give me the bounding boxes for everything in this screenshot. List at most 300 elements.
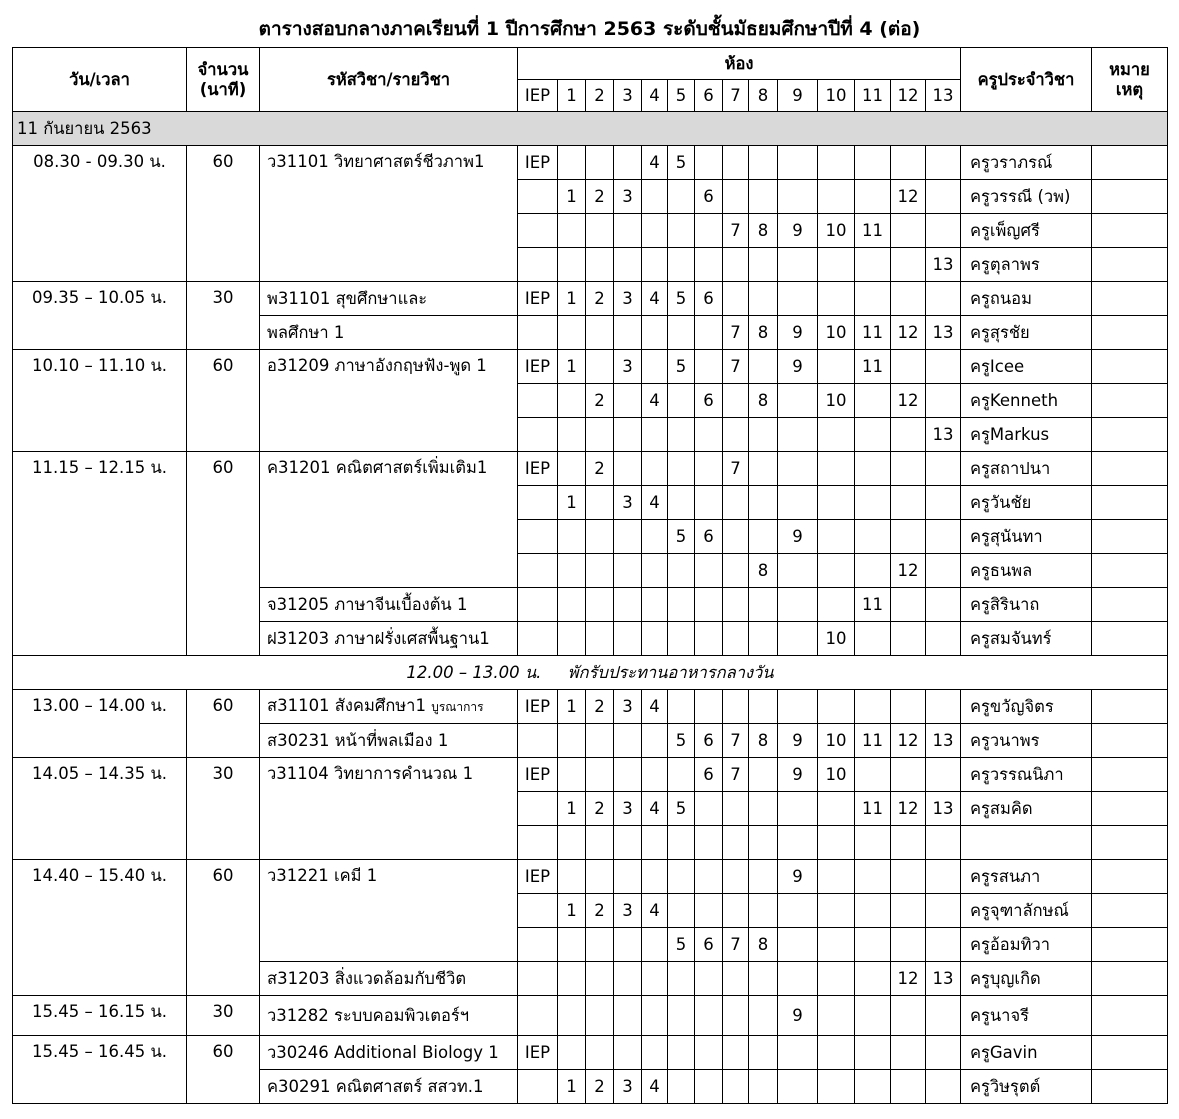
room-cell-11: 11	[855, 316, 891, 350]
room-cell-12	[891, 452, 926, 486]
room-cell-10: 10	[818, 622, 855, 656]
schedule-row	[13, 282, 1168, 316]
header-remark-line2: เหตุ	[1115, 79, 1144, 99]
room-cell-1: 1	[558, 282, 586, 316]
room-cell-7: 7	[723, 758, 749, 792]
room-cell-7	[723, 520, 749, 554]
time-slot: 14.05 – 14.35 น.	[13, 758, 187, 860]
room-cell-1: 1	[558, 180, 586, 214]
remark-cell	[1092, 588, 1168, 622]
room-cell-3: 3	[614, 486, 642, 520]
room-cell-12: 12	[891, 792, 926, 826]
room-cell-5: 5	[668, 928, 695, 962]
teacher-name: ครูถนอม	[961, 282, 1092, 316]
remark-cell	[1092, 690, 1168, 724]
room-cell-8	[749, 1070, 778, 1104]
subject-name: ส30231 หน้าที่พลเมือง 1	[267, 730, 449, 750]
room-cell-9	[778, 452, 818, 486]
room-cell-8	[749, 248, 778, 282]
header-remark	[1092, 48, 1168, 112]
room-cell-3	[614, 962, 642, 996]
room-cell-1	[558, 316, 586, 350]
room-cell-6	[695, 588, 723, 622]
room-cell-2	[586, 214, 614, 248]
room-cell-5	[668, 248, 695, 282]
room-cell-9	[778, 622, 818, 656]
room-cell-11	[855, 690, 891, 724]
room-cell-3	[614, 1036, 642, 1070]
teacher-name: ครูGavin	[961, 1036, 1092, 1070]
room-cell-8	[749, 826, 778, 860]
room-cell-12	[891, 146, 926, 180]
room-cell-7	[723, 418, 749, 452]
subject-name: จ31205 ภาษาจีนเบื้องต้น 1	[267, 594, 468, 614]
schedule-row	[13, 996, 1168, 1036]
room-cell-iep	[518, 384, 558, 418]
header-duration	[187, 48, 260, 112]
teacher-name: ครูจุฑาลักษณ์	[961, 894, 1092, 928]
room-cell-2	[586, 724, 614, 758]
room-cell-6: 6	[695, 282, 723, 316]
room-header-7: 7	[723, 80, 749, 112]
room-header-5: 5	[668, 80, 695, 112]
room-cell-1: 1	[558, 894, 586, 928]
duration-minutes: 60	[187, 690, 260, 758]
room-cell-1	[558, 996, 586, 1036]
room-cell-8	[749, 418, 778, 452]
room-cell-3: 3	[614, 792, 642, 826]
room-cell-5: 5	[668, 146, 695, 180]
room-cell-10	[818, 860, 855, 894]
room-cell-2: 2	[586, 792, 614, 826]
room-cell-7: 7	[723, 452, 749, 486]
room-cell-10	[818, 452, 855, 486]
room-cell-12: 12	[891, 384, 926, 418]
room-cell-8: 8	[749, 384, 778, 418]
room-header-11: 11	[855, 80, 891, 112]
room-cell-10: 10	[818, 758, 855, 792]
room-cell-3	[614, 452, 642, 486]
room-cell-iep	[518, 520, 558, 554]
subject-cell	[260, 962, 518, 996]
room-cell-5	[668, 452, 695, 486]
room-cell-iep: IEP	[518, 860, 558, 894]
room-cell-1	[558, 758, 586, 792]
room-cell-iep	[518, 316, 558, 350]
room-cell-2	[586, 554, 614, 588]
room-cell-12	[891, 894, 926, 928]
room-cell-3	[614, 860, 642, 894]
subject-cell	[260, 350, 518, 452]
room-cell-1	[558, 622, 586, 656]
room-cell-2	[586, 826, 614, 860]
room-cell-5	[668, 1070, 695, 1104]
room-cell-12	[891, 248, 926, 282]
room-cell-9: 9	[778, 350, 818, 384]
room-cell-4	[642, 860, 668, 894]
room-header-13: 13	[926, 80, 961, 112]
time-slot: 08.30 - 09.30 น.	[13, 146, 187, 282]
room-cell-6	[695, 622, 723, 656]
room-cell-6	[695, 1070, 723, 1104]
room-cell-11	[855, 248, 891, 282]
room-cell-6: 6	[695, 928, 723, 962]
room-cell-3	[614, 146, 642, 180]
room-cell-8	[749, 452, 778, 486]
room-cell-4	[642, 180, 668, 214]
remark-cell	[1092, 894, 1168, 928]
room-cell-12	[891, 520, 926, 554]
room-cell-4	[642, 214, 668, 248]
room-cell-11	[855, 486, 891, 520]
room-cell-4	[642, 554, 668, 588]
time-slot: 13.00 – 14.00 น.	[13, 690, 187, 758]
room-cell-2	[586, 860, 614, 894]
room-cell-4	[642, 928, 668, 962]
room-cell-5: 5	[668, 520, 695, 554]
room-cell-12	[891, 214, 926, 248]
remark-cell	[1092, 826, 1168, 860]
room-cell-9	[778, 826, 818, 860]
room-cell-13	[926, 1070, 961, 1104]
room-cell-3: 3	[614, 180, 642, 214]
room-cell-2: 2	[586, 690, 614, 724]
room-cell-13	[926, 214, 961, 248]
subject-name: ค30291 คณิตศาสตร์ สสวท.1	[267, 1076, 484, 1096]
room-cell-7: 7	[723, 724, 749, 758]
room-cell-6	[695, 248, 723, 282]
room-cell-7: 7	[723, 928, 749, 962]
time-slot: 09.35 – 10.05 น.	[13, 282, 187, 350]
room-cell-10	[818, 520, 855, 554]
room-cell-12	[891, 622, 926, 656]
subject-name: พ31101 สุขศึกษาและ	[267, 288, 428, 308]
room-cell-1	[558, 962, 586, 996]
schedule-row	[13, 690, 1168, 724]
room-cell-1	[558, 724, 586, 758]
room-cell-10: 10	[818, 316, 855, 350]
room-cell-6: 6	[695, 758, 723, 792]
room-cell-6	[695, 418, 723, 452]
room-cell-9: 9	[778, 860, 818, 894]
room-cell-1: 1	[558, 792, 586, 826]
room-cell-2	[586, 316, 614, 350]
room-cell-6	[695, 690, 723, 724]
room-cell-iep: IEP	[518, 146, 558, 180]
remark-cell	[1092, 962, 1168, 996]
room-cell-iep	[518, 826, 558, 860]
room-cell-8	[749, 520, 778, 554]
subject-name: ว31101 วิทยาศาสตร์ชีวภาพ1	[267, 152, 485, 171]
room-cell-8	[749, 588, 778, 622]
room-cell-13	[926, 282, 961, 316]
room-cell-3	[614, 928, 642, 962]
room-cell-5	[668, 316, 695, 350]
room-cell-13	[926, 520, 961, 554]
teacher-name: ครูวันชัย	[961, 486, 1092, 520]
room-header-9: 9	[778, 80, 818, 112]
room-cell-4	[642, 316, 668, 350]
remark-cell	[1092, 214, 1168, 248]
room-cell-11: 11	[855, 214, 891, 248]
room-cell-4: 4	[642, 1070, 668, 1104]
room-cell-11: 11	[855, 588, 891, 622]
room-cell-2: 2	[586, 894, 614, 928]
room-header-8: 8	[749, 80, 778, 112]
room-cell-iep	[518, 554, 558, 588]
room-cell-12	[891, 996, 926, 1036]
room-cell-iep	[518, 1070, 558, 1104]
lunch-break-label: 12.00 – 13.00 น. พักรับประทานอาหารกลางวัน	[13, 656, 1168, 690]
room-cell-4	[642, 418, 668, 452]
room-cell-12: 12	[891, 962, 926, 996]
room-cell-6	[695, 1036, 723, 1070]
room-cell-1	[558, 418, 586, 452]
room-cell-iep: IEP	[518, 350, 558, 384]
room-cell-iep	[518, 894, 558, 928]
remark-cell	[1092, 520, 1168, 554]
room-cell-3: 3	[614, 690, 642, 724]
room-cell-11	[855, 282, 891, 316]
subject-cell	[260, 724, 518, 758]
remark-cell	[1092, 554, 1168, 588]
room-cell-9	[778, 588, 818, 622]
room-cell-6	[695, 452, 723, 486]
room-cell-5	[668, 180, 695, 214]
room-cell-13: 13	[926, 792, 961, 826]
room-cell-9	[778, 248, 818, 282]
room-cell-10	[818, 1036, 855, 1070]
duration-minutes: 60	[187, 452, 260, 656]
room-cell-7	[723, 554, 749, 588]
remark-cell	[1092, 418, 1168, 452]
room-cell-5: 5	[668, 792, 695, 826]
room-cell-8	[749, 282, 778, 316]
room-cell-11	[855, 622, 891, 656]
room-cell-9	[778, 554, 818, 588]
teacher-name: ครูMarkus	[961, 418, 1092, 452]
room-cell-10	[818, 826, 855, 860]
room-cell-2	[586, 588, 614, 622]
room-cell-10	[818, 792, 855, 826]
room-cell-9	[778, 146, 818, 180]
room-header-3: 3	[614, 80, 642, 112]
duration-minutes: 60	[187, 860, 260, 996]
room-cell-11	[855, 180, 891, 214]
room-cell-7	[723, 792, 749, 826]
room-cell-3: 3	[614, 350, 642, 384]
room-header-4: 4	[642, 80, 668, 112]
room-cell-3	[614, 588, 642, 622]
subject-name: ค31201 คณิตศาสตร์เพิ่มเติม1	[267, 458, 488, 477]
room-cell-7	[723, 248, 749, 282]
remark-cell	[1092, 452, 1168, 486]
room-cell-iep	[518, 486, 558, 520]
room-cell-8	[749, 350, 778, 384]
room-cell-3	[614, 554, 642, 588]
room-cell-13	[926, 690, 961, 724]
room-cell-11	[855, 418, 891, 452]
room-cell-iep	[518, 962, 558, 996]
room-cell-7	[723, 384, 749, 418]
schedule-row	[13, 758, 1168, 792]
subject-name: ว31282 ระบบคอมพิวเตอร์ฯ	[267, 1005, 470, 1025]
room-cell-iep	[518, 792, 558, 826]
room-cell-6	[695, 316, 723, 350]
remark-cell	[1092, 316, 1168, 350]
room-cell-3	[614, 384, 642, 418]
room-cell-12	[891, 758, 926, 792]
subject-cell	[260, 996, 518, 1036]
room-cell-1	[558, 452, 586, 486]
room-cell-1	[558, 214, 586, 248]
room-cell-9: 9	[778, 214, 818, 248]
room-cell-7	[723, 1070, 749, 1104]
subject-cell	[260, 316, 518, 350]
room-cell-12	[891, 588, 926, 622]
room-cell-7	[723, 180, 749, 214]
room-cell-5	[668, 826, 695, 860]
room-cell-6	[695, 554, 723, 588]
room-cell-4	[642, 962, 668, 996]
room-cell-1: 1	[558, 690, 586, 724]
remark-cell	[1092, 928, 1168, 962]
remark-cell	[1092, 724, 1168, 758]
time-slot: 10.10 – 11.10 น.	[13, 350, 187, 452]
room-cell-5	[668, 962, 695, 996]
room-cell-12: 12	[891, 180, 926, 214]
remark-cell	[1092, 180, 1168, 214]
room-cell-8: 8	[749, 928, 778, 962]
room-cell-10	[818, 418, 855, 452]
room-cell-11: 11	[855, 792, 891, 826]
room-cell-2	[586, 622, 614, 656]
room-cell-4	[642, 248, 668, 282]
room-cell-5	[668, 894, 695, 928]
room-cell-13: 13	[926, 316, 961, 350]
room-cell-9	[778, 180, 818, 214]
room-cell-3: 3	[614, 894, 642, 928]
room-cell-11	[855, 452, 891, 486]
remark-cell	[1092, 792, 1168, 826]
room-cell-12	[891, 928, 926, 962]
room-cell-1	[558, 146, 586, 180]
room-cell-8	[749, 996, 778, 1036]
subject-name: อ31209 ภาษาอังกฤษฟัง-พูด 1	[267, 356, 487, 375]
room-cell-7	[723, 860, 749, 894]
duration-minutes: 30	[187, 282, 260, 350]
room-cell-3	[614, 520, 642, 554]
teacher-name: ครูสถาปนา	[961, 452, 1092, 486]
teacher-name: ครูสุนันทา	[961, 520, 1092, 554]
room-cell-6	[695, 894, 723, 928]
schedule-row	[13, 350, 1168, 384]
subject-name: ฝ31203 ภาษาฝรั่งเศสพื้นฐาน1	[267, 628, 490, 648]
room-cell-9: 9	[778, 758, 818, 792]
header-duration-line2: (นาที)	[199, 79, 247, 99]
room-cell-2	[586, 486, 614, 520]
room-cell-11	[855, 384, 891, 418]
header-subject: รหัสวิชา/รายวิชา	[260, 48, 518, 112]
subject-cell	[260, 1070, 518, 1104]
room-cell-7	[723, 588, 749, 622]
room-cell-5	[668, 996, 695, 1036]
room-cell-4: 4	[642, 384, 668, 418]
room-cell-11	[855, 1070, 891, 1104]
time-slot: 15.45 – 16.15 น.	[13, 996, 187, 1036]
room-cell-8: 8	[749, 214, 778, 248]
duration-minutes: 60	[187, 146, 260, 282]
room-cell-4	[642, 520, 668, 554]
teacher-name: ครูนาจรี	[961, 996, 1092, 1036]
room-cell-6	[695, 486, 723, 520]
room-cell-2	[586, 248, 614, 282]
room-cell-2	[586, 1036, 614, 1070]
room-cell-9	[778, 792, 818, 826]
schedule-row	[13, 452, 1168, 486]
room-cell-8	[749, 622, 778, 656]
schedule-row	[13, 860, 1168, 894]
room-cell-6	[695, 962, 723, 996]
room-cell-8	[749, 962, 778, 996]
room-cell-10	[818, 1070, 855, 1104]
room-cell-10	[818, 248, 855, 282]
room-cell-5	[668, 1036, 695, 1070]
room-cell-4	[642, 724, 668, 758]
remark-cell	[1092, 350, 1168, 384]
room-cell-5	[668, 214, 695, 248]
room-cell-6	[695, 996, 723, 1036]
room-cell-2: 2	[586, 282, 614, 316]
room-cell-7	[723, 690, 749, 724]
room-cell-iep: IEP	[518, 282, 558, 316]
room-cell-11	[855, 1036, 891, 1070]
room-cell-iep	[518, 180, 558, 214]
room-cell-11	[855, 146, 891, 180]
room-cell-7	[723, 996, 749, 1036]
room-cell-2: 2	[586, 384, 614, 418]
room-cell-9	[778, 282, 818, 316]
room-cell-3	[614, 724, 642, 758]
room-cell-9	[778, 1036, 818, 1070]
room-cell-2: 2	[586, 180, 614, 214]
room-cell-6	[695, 826, 723, 860]
teacher-name: ครูKenneth	[961, 384, 1092, 418]
room-cell-13: 13	[926, 418, 961, 452]
room-cell-13	[926, 588, 961, 622]
room-cell-2	[586, 996, 614, 1036]
room-cell-8	[749, 758, 778, 792]
subject-cell	[260, 1036, 518, 1070]
room-cell-10	[818, 282, 855, 316]
room-header-1: 1	[558, 80, 586, 112]
subject-cell	[260, 690, 518, 724]
room-cell-2	[586, 520, 614, 554]
room-cell-7	[723, 146, 749, 180]
room-cell-4	[642, 350, 668, 384]
teacher-name: ครูธนพล	[961, 554, 1092, 588]
room-cell-4	[642, 588, 668, 622]
room-cell-10	[818, 146, 855, 180]
room-cell-10	[818, 894, 855, 928]
room-cell-12	[891, 418, 926, 452]
room-cell-13	[926, 180, 961, 214]
room-cell-6	[695, 146, 723, 180]
room-cell-9	[778, 962, 818, 996]
room-cell-12	[891, 486, 926, 520]
room-cell-12	[891, 282, 926, 316]
room-cell-13	[926, 826, 961, 860]
